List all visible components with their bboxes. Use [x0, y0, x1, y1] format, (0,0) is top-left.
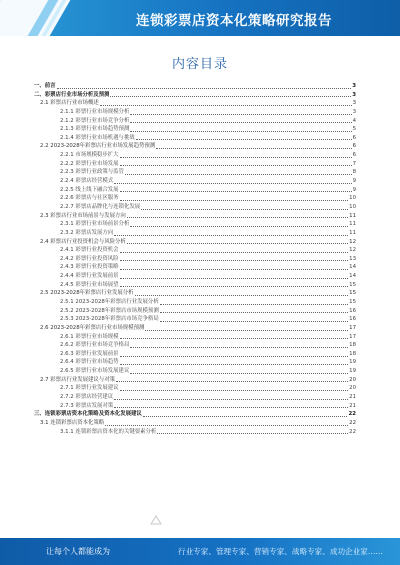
toc-entry-label: 2.1.4 彩票行业市场机遇与挑战: [60, 134, 135, 141]
toc-entry[interactable]: [34, 298, 356, 307]
toc-leader-dots: [120, 338, 349, 339]
toc-entry[interactable]: [34, 125, 356, 134]
toc-leader-dots: [120, 252, 349, 253]
toc-leader-dots: [120, 260, 349, 261]
toc-entry-label: 2.2.3 彩票行业政策与监管: [60, 169, 124, 176]
toc-entry-label: 2.4.5 彩票行业市场展望: [60, 281, 119, 288]
toc-leader-dots: [160, 321, 348, 322]
toc-entry-label: 2.2 2023-2028年彩票店行业市场发展趋势预测: [40, 143, 156, 150]
toc-leader-dots: [136, 139, 352, 140]
toc-leader-dots: [120, 364, 349, 365]
toc-entry-page: 17: [349, 333, 356, 340]
footer-tagline: 行业专家、管理专家、营销专家、战略专家、成功企业家……: [178, 547, 384, 556]
toc-leader-dots: [135, 295, 349, 296]
toc-entry-page: 21: [349, 394, 356, 401]
toc-entry-page: 8: [352, 169, 356, 176]
toc-entry-page: 9: [352, 186, 356, 193]
toc-entry[interactable]: [34, 117, 356, 126]
toc-entry-label: 2.4.3 彩票行业投资策略: [60, 264, 119, 271]
toc-leader-dots: [145, 330, 348, 331]
toc-entry-page: 13: [349, 255, 356, 262]
toc-leader-dots: [130, 226, 348, 227]
toc-leader-dots: [116, 381, 348, 382]
footer-slogan: 让每个人都能成为: [46, 547, 110, 556]
toc-entry-label: 2.1.3 彩票行业市场趋势预测: [60, 126, 130, 133]
toc-entry-page: 18: [349, 350, 356, 357]
toc-entry-label: 2.6.4 彩票行业市场趋势: [60, 359, 119, 366]
toc-entry-label: 2.7.3 彩票店发展对策: [60, 402, 114, 409]
toc-entry[interactable]: [34, 177, 356, 186]
toc-entry-label: 2.4.1 彩票行业投资机会: [60, 247, 119, 254]
toc-leader-dots: [160, 304, 348, 305]
toc-entry[interactable]: [34, 341, 356, 350]
toc-entry-label: 2.3 彩票店行业市场前景与发展方向: [40, 212, 126, 219]
toc-entry-label: 2.1.2 彩票行业市场竞争分析: [60, 117, 130, 124]
toc-leader-dots: [120, 390, 349, 391]
toc-entry[interactable]: [34, 324, 356, 333]
toc-entry-page: 11: [349, 229, 356, 236]
toc-entry-page: 3: [352, 82, 356, 89]
toc-entry[interactable]: [34, 272, 356, 281]
toc-entry-page: 22: [348, 411, 356, 418]
toc-leader-dots: [100, 105, 352, 106]
toc-entry-page: 11: [349, 212, 356, 219]
toc-heading: 内容目录: [171, 57, 228, 72]
report-header: [0, 0, 400, 36]
toc-entry-page: 16: [349, 307, 356, 314]
toc-entry-page: 7: [352, 160, 356, 167]
toc-entry[interactable]: [34, 255, 356, 264]
toc-leader-dots: [110, 96, 351, 97]
watermark-icon: [150, 515, 162, 525]
toc-entry-page: 11: [349, 221, 356, 228]
toc-entry-page: 3: [352, 91, 356, 98]
toc-entry[interactable]: [34, 367, 356, 376]
toc-leader-dots: [130, 373, 348, 374]
toc-entry-label: 2.2.1 市场规模稳步扩大: [60, 152, 119, 159]
toc-entry-page: 5: [352, 126, 356, 133]
toc-entry-label: 2.1 彩票店行业市场概述: [40, 100, 99, 107]
toc-leader-dots: [114, 399, 348, 400]
toc-entry-page: 20: [349, 385, 356, 392]
toc-entry-page: 14: [349, 273, 356, 280]
toc-entry[interactable]: [34, 82, 356, 91]
toc-entry[interactable]: [34, 359, 356, 368]
toc-entry-page: 6: [352, 134, 356, 141]
toc-entry-page: 10: [349, 195, 356, 202]
toc-leader-dots: [120, 286, 349, 287]
toc-leader-dots: [105, 425, 348, 426]
toc-leader-dots: [120, 157, 352, 158]
toc-entry-label: 2.4.4 彩票行业发展前景: [60, 273, 119, 280]
toc-leader-dots: [127, 243, 348, 244]
toc-leader-dots: [57, 88, 352, 89]
toc-leader-dots: [120, 165, 352, 166]
toc-entry-page: 12: [349, 238, 356, 245]
toc-entry[interactable]: [34, 220, 356, 229]
toc-entry-label: 3.1.1 连锁彩票店资本化的关键要素分析: [60, 428, 157, 435]
toc-leader-dots: [114, 183, 351, 184]
toc-entry-label: 2.1.1 彩票行业市场规模分析: [60, 108, 130, 115]
toc-entry[interactable]: [34, 410, 356, 419]
toc-entry[interactable]: [34, 238, 356, 247]
toc-entry-label: 2.7 彩票店行业发展建议与对策: [40, 376, 115, 383]
toc-entry-label: 2.7.2 彩票店经营建议: [60, 394, 114, 401]
toc-entry[interactable]: [34, 186, 356, 195]
toc-entry[interactable]: [34, 91, 356, 100]
toc-entry[interactable]: [34, 203, 356, 212]
toc-entry-label: 2.5.1 2023-2028年彩票店行业发展分析: [60, 299, 159, 305]
toc-entry-label: 2.5 2023-2028年彩票店行业发展分析: [40, 290, 134, 297]
toc-entry-page: 15: [349, 281, 356, 288]
toc-entry-page: 22: [349, 428, 356, 435]
toc-entry[interactable]: [34, 263, 356, 272]
table-of-contents: [34, 82, 356, 436]
report-footer: [0, 538, 400, 565]
toc-entry-label: 2.6.1 彩票行业市场规模: [60, 333, 119, 340]
toc-entry[interactable]: [34, 315, 356, 324]
toc-leader-dots: [120, 200, 349, 201]
toc-entry[interactable]: [34, 246, 356, 255]
toc-entry-page: 17: [349, 324, 356, 331]
toc-entry-label: 2.6.5 彩票行业市场发展建议: [60, 368, 130, 375]
toc-entry-page: 14: [349, 264, 356, 271]
toc-entry[interactable]: [34, 99, 356, 108]
toc-entry[interactable]: [34, 402, 356, 411]
toc-entry-label: 2.7.1 彩票行业发展建议: [60, 385, 119, 392]
toc-entry[interactable]: [34, 376, 356, 385]
toc-entry-page: 3: [352, 100, 356, 107]
toc-entry[interactable]: [34, 108, 356, 117]
toc-entry-page: 20: [349, 376, 356, 383]
toc-entry[interactable]: [34, 384, 356, 393]
toc-leader-dots: [156, 148, 351, 149]
toc-entry-label: 三、连锁彩票店资本化策略及资本化发展建议: [34, 411, 142, 418]
toc-entry-label: 一、前言: [34, 82, 56, 89]
toc-entry-page: 18: [349, 342, 356, 349]
toc-entry-page: 15: [349, 290, 356, 297]
toc-entry-label: 2.2.6 彩票店与社区服务: [60, 195, 119, 202]
toc-entry[interactable]: [34, 151, 356, 160]
toc-entry-label: 2.4 彩票店行业投资机会与风险分析: [40, 238, 126, 245]
toc-entry-page: 22: [349, 419, 356, 426]
toc-entry-page: 16: [349, 316, 356, 323]
toc-entry-label: 2.5.3 2023-2028年彩票店市场竞争格局: [60, 316, 159, 323]
toc-entry-page: 15: [349, 299, 356, 305]
toc-leader-dots: [120, 278, 349, 279]
report-title: 连锁彩票店资本化策略研究报告: [136, 13, 332, 29]
toc-leader-dots: [125, 174, 352, 175]
toc-entry[interactable]: [34, 393, 356, 402]
toc-entry-page: 21: [349, 402, 356, 409]
toc-entry-label: 2.4.2 彩票行业投资风险: [60, 255, 119, 262]
toc-leader-dots: [157, 433, 348, 434]
toc-entry[interactable]: [34, 160, 356, 169]
toc-entry-label: 2.3.1 彩票行业市场前景分析: [60, 221, 130, 228]
toc-entry-label: 2.5.2 2023-2028年彩票店市场规模预测: [60, 307, 159, 314]
toc-leader-dots: [160, 312, 348, 313]
toc-entry[interactable]: [34, 212, 356, 221]
toc-entry-label: 二、彩票店行业市场分析及预测: [34, 91, 110, 98]
toc-entry[interactable]: [34, 289, 356, 298]
toc-entry[interactable]: [34, 307, 356, 316]
toc-entry[interactable]: [34, 350, 356, 359]
toc-leader-dots: [130, 114, 351, 115]
toc-entry-page: 3: [352, 108, 356, 115]
toc-leader-dots: [114, 407, 348, 408]
toc-entry-label: 2.2.5 线上线下融合发展: [60, 186, 119, 193]
toc-entry-page: 4: [352, 117, 356, 124]
toc-leader-dots: [130, 131, 351, 132]
toc-entry[interactable]: [34, 419, 356, 428]
toc-entry-label: 3.1 连锁彩票店资本化策略: [40, 419, 105, 426]
toc-leader-dots: [114, 235, 348, 236]
toc-entry-page: 19: [349, 359, 356, 366]
toc-leader-dots: [120, 269, 349, 270]
toc-leader-dots: [141, 209, 348, 210]
toc-entry[interactable]: [34, 428, 356, 437]
toc-entry[interactable]: [34, 168, 356, 177]
toc-entry-page: 6: [352, 143, 356, 150]
toc-entry-label: 2.6.2 彩票行业市场竞争格局: [60, 342, 130, 349]
toc-leader-dots: [130, 347, 348, 348]
toc-leader-dots: [120, 356, 349, 357]
toc-leader-dots: [120, 191, 352, 192]
toc-entry-label: 2.6 2023-2028年彩票店行业市场规模预测: [40, 324, 145, 331]
toc-entry-label: 2.2.7 彩票店品牌化与连锁化发展: [60, 203, 141, 210]
toc-entry-page: 9: [352, 178, 356, 185]
toc-entry[interactable]: [34, 194, 356, 203]
toc-entry[interactable]: [34, 229, 356, 238]
toc-entry-page: 19: [349, 368, 356, 375]
toc-entry[interactable]: [34, 281, 356, 290]
toc-entry[interactable]: [34, 333, 356, 342]
toc-entry-page: 12: [349, 247, 356, 254]
toc-entry-label: 2.2.4 彩票店经营模式: [60, 178, 114, 185]
toc-entry-label: 2.6.3 彩票行业发展前景: [60, 350, 119, 357]
toc-entry-label: 2.2.2 彩票行业市场发展: [60, 160, 119, 167]
toc-entry[interactable]: [34, 142, 356, 151]
toc-leader-dots: [130, 122, 351, 123]
toc-entry-label: 2.3.2 彩票店发展方向: [60, 229, 114, 236]
toc-entry[interactable]: [34, 134, 356, 143]
toc-leader-dots: [127, 217, 348, 218]
toc-entry-page: 6: [352, 152, 356, 159]
toc-leader-dots: [143, 416, 348, 417]
toc-entry-page: 10: [349, 203, 356, 210]
